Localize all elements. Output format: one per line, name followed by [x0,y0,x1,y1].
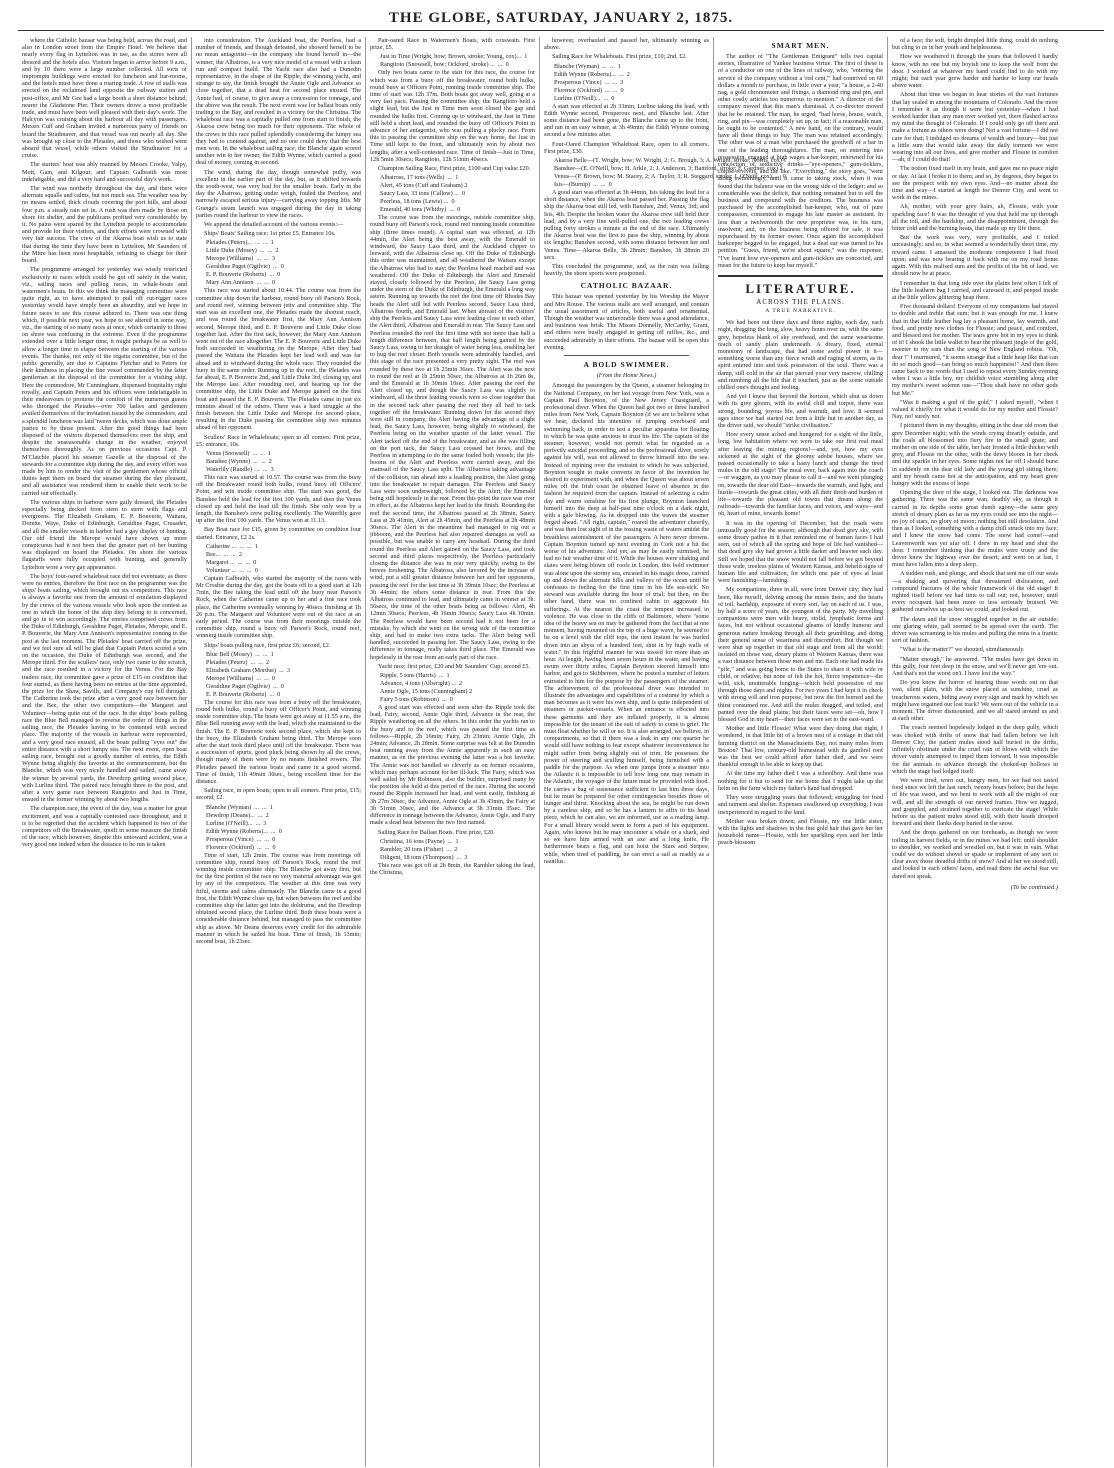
result-line: E. P. Bouverie (Roberts) ... 0 [206,690,281,698]
paragraph: The starters' boat was ably manned by Messrs Crooke, Valpy, Mott, Gain, and Kilgour, and Captain Galbraith was most indefatigable, and did a very hard and successful day's work. [22,161,187,183]
result-line: Rangitoto (Snowsell, bow; Ockford, stroke) ... ... 0 [380,61,509,69]
column-3-body-a [370,37,535,51]
result-line: Fairy 5 tons (Robinson) ... 0 [380,696,453,704]
result-line: Prosperous (Vince) ... ... 0 [206,835,276,843]
paragraph: But the work was very, very profitable, and I toiled unceasingly; and so, in what seemed a wonderfully short time, my reward came. I amassed the moderate competence I had fixed upon; and was now bearing it back with me on my road home again. With this realised sum and the profits of the bit of land, we should now be at peace. [892,234,1058,278]
result-line: Elizabeth Graham (Mordue) ... 3 [206,666,291,674]
paragraph: Yacht race; first prize, £20 and Mr Saunders' Cup; second £5. [378,662,531,670]
result-line: Edith Wynne (Roberts)... ... 2 [554,70,630,78]
result-line: Diligent, 18 tons (Thompson) ... 3 [380,853,468,861]
column-2-body [196,37,361,237]
smart-men-heading: SMART MEN. [771,41,830,50]
result-line: Margaret ... ... ... 0 [206,558,257,566]
result-line: Saucy Lass, 33 tons (Callow) ... 0 [380,190,466,198]
paragraph: The notion fixed itself in my brain, and gave me no peace night or day. At last I broke it to them; and so, by degrees, they began to see the prospect with my own eyes. And—no matter about the time and way—I started at length for Denver City, and went to work in the mines. [892,165,1058,202]
results-scullers-race [196,450,361,473]
result-line: Peerless, 18 tons (Lewis) ... 0 [380,198,455,206]
paragraph: Ah, mother, with your grey hairs, ah, Flossie, with your sparkling face! It was the thought of you that held me up through all the toil, and the hardship, and the disappointment, through the bitter cold and the burning heats, that made up my life there. [892,203,1058,233]
column-5 [714,37,888,1467]
result-line: Venus—(P. Brown, bow; M. Stacey, 2; A. Taylor, 3; R. Steggard, stroke; J. O'Neill, cox) ... 0 [554,173,786,181]
result-line: Just in Time (Wright, bow; Brown, stroke; Young, cox)... 1 [380,53,528,61]
result-line: Bee... ... ... 2 [206,550,242,558]
paragraph: The wind was northerly throughout the day, and there were alternate squalls and calms, but not much sea. The weather was by no means settled, thick clouds covering the port hills, and about four p.m. a steady rain set in. A rush was then made by those on shore for shelter, and the publicans profited very considerably by it. No pains were spared by the Lyttelton people to accommodate and provide for their visitors, and their efforts were crowned with very fair success. The crew of the Akaroa boat wish us to state that during the time they have been in Lyttelton, Mr Saunders of the Mitre has been most hospitable, refusing to charge for their board. [22,185,187,265]
paragraph: The dawn and the snow struggled together in the air outside; one glaring white, pall seemed to be spread over the earth. The driver was screaming to his mules and pulling the reins in a frantic sort of fashion. [892,615,1058,645]
paragraph: At the time my father died I was a schoolboy. And there was nothing for it but to send for me home that I might take up the helm on the farm which my father's hand had dropped. [718,770,883,792]
column-2-body-f [196,852,361,946]
result-line: Little Duke (Mosey) ... ... 2 [206,247,279,255]
paragraph: Do you know the horror of hearing those words out on that vast, silent plain, with the snow placed as sunshine, cruel as treacherous waters, hiding away every sign and mark by which we might have regained our lost track? We were out of the vehicle in a moment. The driver dismounted, and we all stared around us and at each other. [892,679,1058,723]
paragraph: How we weathered it through the years that followed I hardly know, with no one but my boyish one to keep the wolf from the door. I worked at whatever my hand could find to do with my might; but each year grew harder and harder to keep our heads above water. [892,53,1058,90]
paragraph: however, overhauled and passed her, ultimately winning as above. [544,37,709,52]
paragraph: "Matter enough," he answered. "The mules have got down in this gully, four feet deep in the snow, and we'll never get 'em out. And that's not the worst on't. I have lost the way." [892,655,1058,678]
swimmer-source: (From the Home News.) [596,372,657,380]
column-4-body-a [544,37,709,61]
result-line: Blanche (Wyman) ... ... 1 [554,62,621,70]
result-line: Pleiades (Peters)... ... ... 1 [206,239,274,247]
paragraph: This bazaar was opened yesterday by his Worship the Mayor and Mrs Rouse. The various stalls are well arranged, and contain the usual assortment of articles, both useful and ornamental. Though the weather was unfavorable there was a good attendance, and business was brisk. The Misses Donnelly, McCarthy, Grant, and others were busily engaged in getting off raffles, &c., and succeeded admirably in their efforts. The bazaar will be open this evening. [544,293,709,351]
results-champion-sailing [370,174,535,213]
column-3-body-e [370,862,535,876]
result-line: Albatross, 17 tons (Wells) ... 1 [380,174,459,182]
paragraph: This concluded the programme, and, as the rain was falling heavily, the shore sports were postponed. [544,263,709,278]
paragraph: A sudden rush, and plunge, and shock that sent me off our seats—a shaking and quivering that threatened dislocation, and compound fractures of the whole framework of the old stage! It righted itself before we had time to call out; not, however, until every occupant had been more or less seriously bruised. We gathered ourselves up as best we could, and looked out. [892,570,1058,614]
story-title: ACROSS THE PLAINS. [756,298,845,307]
results-open-boat-sailing [196,804,361,851]
result-line: Geraldine Paget (Ogilvie) ... 0 [206,263,284,271]
paragraph: A good start was effected and soon after the Ripple took the lead, Fairy, second, Annie Ogle third, Advance in the rear, the Ripple weathering on all the others. In this order the yachts ran to the buoy and to the reef, which was passed the first time as follows—Ripple, 2h 16min; Fairy, 2h 23min; Annie Ogle, 2h 24min; Advance, 2h 28min. Some surprise was felt at the Dunedin boat running away from the Annie apparently in such an easy manner, as on the previous evening the latter was a hot favorite. The Annie was not handled so cleverly as on former occasions, which may perhaps account for her ill-luck. The Fairy, which was well sailed by Mr Robinson, also the builder, surprised many by the position she held at this period of the race. During the second round the Ripple increased her lead, and went easily, finishing at 3h 27m 30sec, the Advance, Annie Ogle at 3h 43min, the Fairy at 3h 51min 30sec, and the Advance at 3h 31min 35sec. The difference in tonnage between the Advance, Annie Ogle, and Fairy made a dead heat between the two first named. [370,704,535,827]
paragraph: My companions, three in all, were from Denver city; they had been, like myself, delving among the mines there, and the hearts of toil, hardship, exposure of every sort, lay on each of us. I was, by half a score of years, the youngest of the party. My travelling companions were men with heavy, stolid, lymphatic forms and faces, but not without occasional gleams of kindly humour and generous nature breaking through all their grumbling, and doing their general sense of weariness and discomfort. But though we were shut up together in that old stage and from all the world; isolated on those vast, dreary plains of Western Kansas, there was a vast distance between those men and me. Each one had made his "pile," and was going home to the States to share it with wife or child, or relative; but none of felt the hot, fierce impatience—the wild, sick, unutterable longing—which held possession of me through those days and nights. For two years I had kept it in check with strong will and iron purpose, but now the fire burned and the thirst consumed me. And still the mules dragged, and toiled, and panted over the dead plains; but their faces were set—oh, how I blessed God in my heart—their faces were set to the east-ward. [718,586,883,724]
paragraph: Bay Boat race for £15, given by committee on condition four started. Entrance, £2 2s. [196,526,361,541]
results-ships-boats-pulling [196,651,361,698]
paragraph: The coach seemed hopelessly lodged in the deep gully, which was choked with drifts of snow that had fallen before we left Denver City; the patient mules stood half buried in the drifts, infinitely obstinate under the cruel rain of blows with which the driver vainly attempted to impel them forward. It was impossible for the animals to advance through the choked-up hollows in which the stage had lodged itself. [892,724,1058,775]
results-pair-oared [370,53,535,68]
results-ships-boats-sailing [196,239,361,286]
results-champion-whaleboat [544,157,787,189]
paragraph: We were tired, worn out, hungry men, for we had not tasted food since we left the last ranch, twenty hours before; but the hope of life was sweet, and we bent to work with all the might of our will, and all the strength of our nerved frames. How we tugged, and grappled, and strained together to extricate the stage! While before us the patient mules stood still, with their heads drooped forward and their flanks deep buried in the snow. [892,776,1058,828]
story-continuation [892,37,1058,880]
paragraph: The wind, during the day, though somewhat puffy, was excellent in the earlier part of the day, but, as it shifted towards the south-west, was very bad for the smaller boats. Early in the day the Albatross, getting under weigh, fouled the Peerless, and narrowly escaped serious injury—carrying away topping lifts. Mr Grange's steam launch was engaged during the day in taking parties round the harbour to view the races. [196,168,361,219]
results-whaleboat-sailing [544,63,709,102]
paragraph: This race was started at 10.57. The course was from the buoy off the Breakwater round both hulks, round buoy off Officers' Point, and win inside committee ship. The start was good, the Banshee held the lead for the first 100 yards, and then the Venus closed up and held the lead till the finish. She only won by a length, the Banshee's crew pulling excellently. The Waterlily gave up after the first 100 yards. The Venus won at 11.13. [196,473,361,525]
result-line: Banshee—(E. O'Neill, bow; H. Arkle, 2; J. Anderson, 3; Bamford, stroke; F. Gardner, cox) 2 [554,165,783,173]
column-2-body-b [196,287,361,447]
paragraph: Amongst the passengers by the Queen, a steamer belonging to the National Company, on her last voyage from New York, was a Captain Paul Boynton, of the New Jersey Coastguard, a professional diver. When the Queen had got two or three hundred miles from New York, Captain Boynton (if we are to believe what we hear, declared his intention of jumping overboard and swimming back, in order to test a peculiar apparatus for floating to which he was quite anxious to trust his life. The captain of the steamer, however, would not permit what he regarded as a perfectly suicidal proceeding, and so the professional diver, sorely against his will, was not allowed to throw himself into the sea. Instead of repining over the restraint to which he was subjected, Boynton sought to make converts in favor of the invention he desired to experiment with, and when the Queen was about seven miles off the Irish coast he obtained leave of absence in the fashion he required from the captain. Instead of selecting a calm day and warm sunshine for his first plunge, Boynton launched himself into the deep at half-past nine o'clock on a dark night, with a gale blowing. As he dropped into the waves the steamer forged ahead. "All right, captain," roared the adventurer cheerily, and was then lost sight of in the tossing waste of waters amidst the breathless astonishment of the passengers. A hero never drowns. Captain Boynton turned up next evening in Cork not a bit the worse of his adventure. And yet, as may be easily surmised, he had no fair weather time of it. While the houses were shaking and slates were being blown off roofs in London, this bold swimmer was alone upon the stormy sea, encased in his magic dress, carried up and down the alternate hills and valleys of the ocean until he confesses to feeling for the first time in his life sea-sick. No steward was available during the hour of trial; but then, on the other hand, there was no confined cabin to aggravate his sufferings. At the nearest the coast the tempest increased in violence. He was close to the cliffs of Baltimore, where "some idea of the heavy sea on may be gathered from the fact that at one moment, having mounted on the top of a huge wave, he seemed to be on a level with the cliff tops, the next instant he was hurled down into an abyss of a hundred feet, shut in by high walls of water." In this frightful manner he was tossed for more than an hour. At length, having been seven hours in the water, and having swum over thirty miles, Captain Boynton steered himself into harbor, and got to Skibbereen, where he posted a number of letters entrusted to him for the purpose by the passengers of the steamer. The achievement of the professional diver was intended to illustrate the advantages and capabilities of a costume by which a man becomes as it were his own ship, and is quite independent of steamers or packet-vessels. When an entrance is effected into these garments and they are inflated properly, it is almost impossible for the tenant of the suit of safety to come to grief. He must float whether he will or no. It is also arranged, we believe, in compartments, so that if there was a leak in any one quarter he would still have nothing to fear except whatever inconvenience he might suffer from being slightly out of trim. He possesses the power of steering and sculling himself, being furnished with a paddle for the purpose. As when one jumps from a steamer into the Atlantic it is impossible to tell how long one may remain in the Atlantic, the voyager of the future must be provided with food. He carries a bag of sustenance sufficient to last him three days, but he must be prepared for other contingencies besides those of hunger and thirst. Knocking about the sea, he might be run down by a careless ship, and so he has a lantern to affix to his head piece, which he can also, we are informed, use as a reading lamp. For a small library would seem to form a part of his equipment. Again, who knows but he may encounter a whale or a shark, and so we have him armed with an axe and a long knife. He furthermore bears a flag, and can hoist the Stars and Stripes; while, when tired of paddling, he can erect a sail as readily as a nautilus. [544,382,709,865]
column-2-body-d [196,575,361,649]
result-line: Isis—(Burnip) ... ... 0 [554,181,612,189]
result-line: Mary Ann Annison ... ... 0 [206,279,276,287]
paragraph: Ships' Boats' Sailing race; 1st prize £5. Entrance 10s. [204,230,336,238]
column-2-body-e [196,699,361,802]
result-line: Advance, 4 tons (Allwright) ... 2 [380,680,463,688]
paragraph: "Was it making a god of the gold," I asked myself, "when I valued it chiefly for what it would do for my mother and Flossie? Nay, no! surely not. [892,398,1058,421]
paragraph: The course for this race was from a buoy off the breakwater, round both hulks, round a buoy off Officer's Point, and winning inside committee ship. The boats were got away at 11.55 a.m., the Blue Bell running away with the lead, which she maintained to the finish. The E. P. Bouverie took second place, which she kept to the buoy, the Elizabeth Graham being third. The Merope soon after the start took third place until off the breakwater. There was a succession of spurts, good pluck being shown by all the crews, though many of them were by no means finished rowers. The Pleiades passed the various boats and came in a good second. Time of finish, 11h 49min 30sec., being excellent time for the distance. [196,698,361,786]
result-line: Florence (Ockford) ... ... 0 [554,86,624,94]
column-2-body-c [196,474,361,541]
paragraph: Sailing Race for Whaleboats. First prize, £10; 2nd, £2. [552,53,687,61]
paragraph: Scullers' Race in Whaleboats; open to all comers. First prize, £5; entrance, 10s. [196,433,361,448]
paragraph: This race was got off at 2h 8min, the Rambler taking the lead, the Christina, [370,861,535,876]
results-bay-boat-race [196,543,361,574]
column-3-body-c [370,214,535,670]
result-line: Dewdrop (Deans)... ... 2 [206,811,269,819]
swimmer-heading: A BOLD SWIMMER. [583,360,670,370]
column-3-body-b [370,69,535,172]
column-4-body-c [544,189,709,277]
paragraph: We had been out three days and three nights, each day, each night, dragging the long, slow, heavy hours over us, with the same grey, hopeless blank of sky overhead, and the same wearisome reach of sandy plain underneath. A dreary, fixed, eternal monotony of landscape, that had some awful power in it—something worse than any fierce wrath and raging of storm, as its spirit entered into and took possession of the soul. There was a damp, still cold in the air that pierced your very marrow, chilling and numbing all the life that it touched, just as the scene outside chilled one's thought and feeling. [718,319,883,391]
column-6 [888,37,1062,1467]
paragraph: Five thousand dollars! Everyone of my companions had stayed to double and treble that sum; but it was enough for me. I knew that in that little leather bag lay a pleasant home, lay warmth, and food, and pretty new clothes for Flossie; and peace, and comfort, and blessed rest for mother. The tears grew hot in my eyes to think of it! I shook the little wallet to hear the pleasant jingle of the gold, sweeter to my ears than the song of New England robins. "Oh, dear !" I murmured, "it seems strange that a little heap like that can do so much good—can bring so much happiness!" And then there came back to me words that I used to repeat every Sunday evening when I was a little boy, my childish voice stumbling along after my mother's sweet solemn one—"Thou shalt have no other gods but Me." [892,303,1058,397]
bazaar-heading: CATHOLIC BAZAAR. [580,281,673,291]
paragraph: It was in the opening of December, but the roads were unusually good for the season; although that dead grey sky, with some dreary pathos in it that reminded me of human faces I had seen, out of which all the spring and hope of life had vanished—that dead grey sky had grown a little darker and heavier each day. Still we hoped that the snow would not fall before we got beyond those wide, treeless plains of Western Kansas, and beheld signs of human life and cultivation, for which one pair of eyes at least were famishing—famishing. [718,519,883,585]
paragraph: This race was started about 10.44. The course was from the committee ship down the harbour, round buoy off Parson's Rock, and round reef, winning between jetty and committee ship. The start was an excellent one, the Pleiades made the shortest reach, and was round the breakwater first, the Mary Ann Annison second, Merope third, and E. P. Bouverie and Little Duke close together last. After the first tack, however, the Mary Ann Annison went out of the race altogether. The E. P. Bouverie and Little Duke both succeeded in weathering on the Merope. After they had passed the Waitara the Pleiades kept her lead well and was far ahead and to windward during the whole race. They rounded the buoy in the same order. Running up to the reef, the Pleiades was far ahead, E. P. Bouverie 2nd, and Little Duke 3rd, closing up, and the Merope last. After rounding reef, and bearing up for the committee ship, the Little Duke and Merope gained on the first boat and passed the E. P. Bouverie. The Pleiades came in just six minutes ahead of the others. There was a hard struggle at the finish between the Little Duke and Merope for second place, resulting in the Duke passing the committee ship two minutes ahead of her opponent. [196,287,362,432]
column-1 [18,37,192,1467]
columns [18,37,1104,1467]
paragraph: Champion Sailing Race, First prize, £100 and Cup value £20. [378,165,531,173]
result-line: Blanche (Wyman) ... ... 1 [206,803,273,811]
smart-men-body [718,53,883,269]
paragraph: Ships' boats pulling race, first prize £6; second, £2. [204,641,331,649]
paragraph: of a face; the soft, bright dimpled little thing, could do nothing but cling to us in her youth and helplessness. [892,37,1058,52]
result-line: Waterlily (Randle) ... ... 3 [206,465,274,473]
paragraph: The programme arranged for yesterday was wisely restricted exclusively to races which could be got off safely in the water, viz., sailing races and pulling races, in whale-boats and watermen's boats. In this we think the managing committee were quite right, as to have attempted to pull off cut-rigger races yesterday would have simply been an absurdity, and we hope in future races to see this course adhered to. There was one thing which, if possible next year, we hope to see altered in some way, viz., the starting of so many races at once, which certainly to those on shore was confusing in the extreme. Even if the programme extended over a little longer time, it might perhaps be as well to allow a longer time to elapse between the starting of the various events. The thanks, not only of the regatta committee, but of the public generally, are due to Captains Fletcher and to Peters for their kindness in placing the fine vessel commanded by the latter gentleman at the disposal of the committee for a visiting ship. Here the commodore, Mr Cunningham, dispensed hospitality right royally, and Captain Peters and his officers were indefatigable in their endeavours to promote the comfort of the numerous guests who thronged the Pleiades—over 700 ladies and gentlemen availed themselves of the invitation issued by the commodore, and a splendid luncheon was laid 'tween decks, which was done ample justice to by those present. After the good things had been disposed of the visitors dispersed themselves over the ship, and despite the unseasonable change in the weather, enjoyed themselves thoroughly. As on previous occasions Capt. P. M'Clatchie placed his steamer Gazelle at the disposal of the stewards for a committee ship during the day, and every effort was made by him to render the visit of the gentlemen whose official duties kept them on board the steamer during the day pleasant, and all assistance was rendered them to enable their work to be carried out effectually. [22,266,187,497]
swimmer-body [544,382,709,865]
result-line: Geraldine Paget (Ogilvie) ... 0 [206,682,284,690]
paragraph: Pair-oared Race in Watermen's Boats, with coxswain. First prize, £5. [370,37,535,52]
paragraph: And the drops gathered on our foreheads, as though we were toiling in harvest fields, or in the mines we had left; until shoulder to shoulder, we worked and wrestled on, but it was in vain. What could we do without shovel or spade or implement of any sort to clear away those dreadful drifts of snow? And at her we stood still, and looked in each others' faces, and read there the awful fear we dared not speak. [892,829,1058,880]
paragraph: The various ships in harbour were gaily dressed, the Pleiades especially being decked from stem to stern with flags and evergreens. The Elizabeth Graham, E. P. Bouverie, Waitara, Dorette, Waye, Duke of Edinburgh, Geraldine Paget, Crusader, and all the smaller vessels in harbor had a gay display of bunting. Our old friend the Merope would have shown up more conspicuous had it not been that the greater part of her bunting was displayed on board the Pleiades. On shore the various flagstaffs were fully occupied with bunting, and generally Lyttelton wore a very gay appearance. [22,498,187,571]
paragraph: "What is the matter?" we shouted, simultaneously. [900,646,1025,654]
paragraph: They were struggling years that followed; struggling for food and raiment and shelter. Expenses swallowed up everything; I was inexperienced in regard to the land. [718,794,883,816]
result-line: Blue Bell (Mosey) ... ... 1 [206,650,274,658]
paragraph: A start was effected at 2h 33min, Lurline taking the lead, with Edith Wynne second, Prosperous next, and Blanche last. After some distance had been gone, the Blanche came up to the front, and ran in an easy winner, at 3h 49min; the Edith Wynne coming second a few minutes after. [544,102,709,139]
result-line: Christina, 16 tons (Payne) ... 1 [380,837,459,845]
result-line: E. P. Bouverie (Roberts) ... 0 [206,271,281,279]
result-line: Merope (Williams) ... ... 3 [206,255,276,263]
story-body [718,319,883,846]
paragraph: Mother was broken down; and Flossie, my one little sister, with the lights and shadows in the fine gold hair that gave her her household name—Flossie, with her sparkling eyes and her little peach-blossom [718,817,883,847]
paragraph: Mother and little Flossie! What were they doing that night, I wondered, in that little bit of a brown nest of a cottage in that old farming district on the Massachusetts Bay, not many miles from Boston? That low, century-old homestead with its gambrel roof was the best we could afford after father died, and we were thankful enough to be able to keep up that. [718,725,883,769]
masthead: THE GLOBE, SATURDAY, JANUARY 2, 1875. [18,6,1104,31]
result-line: Alert, 45 tons (Cuff and Graham) 2 [380,182,468,190]
result-line: Pleiades (Peters) ... ... 2 [206,658,270,666]
results-ballast-boats [370,838,535,861]
result-line: Catherine ... ... ... 1 [206,542,258,550]
paragraph: How every sense ached and hungered for a sight of the little, long, low habitation where we were to take our first real meal after leaving the mining regions!—and, yet, how my eyes sickened at the sight of the gloomy adobe houses, where we passed occasionally to take a hasty lunch and change the tired mules in the old stage! The meal over, back again into the coach—or waggon, as you may please to call it—and we went plunging on, towards the dear old East—towards the warmth, and light, and hustle—towards the great cities, with all their throb and burden of life—towards the pleasant old towns that dream along the railroads—towards the familiar faces, and voices, and ways—and oh, heart of mine, towards home! [718,431,883,518]
story-subtitle: A TRUE NARRATIVE. [765,308,836,315]
paragraph: And yet I knew that beyond the horizon, which shut us down with its grey gloom, with its awful chill and torpor, there was strong, bounding, joyous life, and warmth, and love. It seemed ages since we had started out from a little hut in another day, as the driver said, we should "strike civilisation." [718,393,883,429]
paragraph: Four-Oared Champion Whaleboat Race, open to all comers. First prize, £30. [544,140,709,155]
paragraph: Time of start, 12h 2min. The course was from moorings off committee ship, round buoy off Parson's Rock, round the reef winning inside committee ship. The Blanche got away first, but for the first portion of the race no very material advantage was got by any of the competitors. The weather at this time was very fitful, storms and calms alternately. The Blanche came in a good first, the Edith Wynne close up, but when between the reef and the committee ship the latter got into the doldrums, and the Dewdrop obtained second place, the Lurline third. Both these boats were a considerable distance behind, but managed to pass the committee ship as above. Mr Deans deserves every credit for the admirable manner in which he sailed his boat. Time of finish, 1h 13min; second boat, 1h 23sec. [196,851,361,946]
paragraph: I remember in that long ride over the plains how often I felt of the little leathern bag I carried, and caressed it, and peeped inside at the little yellow glittering heap there. [892,279,1058,301]
column-2 [192,37,366,1467]
column-4 [540,37,787,1467]
column-3-body-d [370,704,535,836]
paragraph: We append the detailed account of the various events:— [204,221,344,229]
result-line: Edith Wynne (Roberts)... ... 0 [206,827,282,835]
result-line: Volunteer ... ... ... 0 [206,566,258,574]
result-line: Ripple, 5 tons (Harris) ... 1 [380,672,450,680]
to-be-continued: (To be continued.) [1010,883,1058,891]
paragraph: Sailing race, in open boats; open to all comers. First prize, £15; second, £2. [196,787,361,802]
paragraph: where the Catholic bazaar was being held, across the road, and also in London street from the Empire Hotel. We believe that nearly every flag in Lyttelton was in use, as the stores were all dressed and the hotels also. Visitors began to arrive before 9 a.m., and by 10 there were a large number collected. All sorts of impromptu buildings were erected for luncheon and bar-rooms, and the hotels must have done a roaring trade. A row of stalls was erected on the reclaimed land opposite the railway station and post-office, and Mr Gee had a large booth a short distance behind, nearer the Gladstone Pier. Their owners drove a most profitable trade, and must have been well pleased with their day's work. The Halcyon was cruising about the harbour all day with passengers. Messrs Cuff and Graham invited a numerous party of friends on board the Strathnaver, and that vessel was out nearly all day. She was brought up close to the Pleiades, and those who wished went aboard that vessel, while others visited the Strathnaver for a cruise. [22,37,187,160]
paragraph: The course was from the moorings, outside committee ship, round buoy off Parson's rock, round reef running inside committee ship (three times round). A capital start was effected, at 12h 44min, the Alert being the best away, with the Emerald to windward, the Saucy Lass third, and the Auckland clipper to leeward, with the Albatross close up. Off the Duke of Edinburgh this order was maintained, and all weathered the Waitara except the Albatross who had to stay; the Peerless head reached and was weathered. Off the Duke of Edinburgh the Alert and Emerald stayed, closely followed by the Peerless, the Saucy Lass going under the stern of the Duke of Edinburgh, the Emerald a long way astern. Running up towards the reef the first time off Rhodes Bay heads the Alert still led with Peerless second, Saucy Lass third, Albatross fourth, and Emerald last. When abreast of the visitors' ship the Peerless and Saucy Lass were leading close to each other, the Alert third, Albatross and Emerald in rear. The Saucy Lass and Peerless rounded the reef the first time with not more than half a length difference between, that half length being gained by the Saucy Lass, owing to her draught of water being less, enabling her to hug the reef closer. Both vessels were admirably handled, and this stage of the race presented a very pretty sight. The reef was rounded by these two at 1h 23min 36sec. The Alert was the next to round the reef at 1h 25min 50sec, the Albatross at 1h 26m 8s, and the Emerald at 1h 30min 10sec. After passing the reef the Alert closed up, and though the Saucy Lass was slightly to windward, all the three leading vessels were so close together that in the second tack after passing the reef they all had to tack together off the breakwater. Running down for the second they were still in company, the Alert having the advantage of a slight lead, the Saucy Lass, however, being slightly to windward, the Peerless being on the weather quarter of the latter vessel. The Alert tacked off the end of the breakwater, and as she was filling on the port tack, the Saucy Lass crossed her bows, and the Peerless in attempting to do the same fouled both vessels; the jib-booms of the Alert and Peerless were carried away, and the mainsail of the Saucy Lass split. The Albatross taking advantage of the collision, ran ahead into a leading position, the Alert going into the breakwater to repair damages. The Peerless and Saucy Lass were soon underweigh, followed by the Alert, the Emerald being still hopelessly in the rear. From this point the race was over in effect, as the Albatross kept her lead to the finish. Rounding the reef the second time, the Albatross passed at 2h 38min, Saucy Lass at 2h 41min, Alert at 2h 45min, and the Peerless at 2h 48min 30secs. The Alert in the meantime had managed to rig out a jibboom, and the Peerless had also repaired damages as well as possible, but was unable to carry any headsail. During the third round the Peerless and Alert gained on the Saucy Lass, and took second and third places respectively, the Peerless particularly closing the distance she was in rear very quickly, owing to the breeze freshening. The Albatross, also favored by the increase of wind, put a still greater distance between her and her opponents, passing the reef for the last time at 3h 39min 10sec; the Peerless at 3h 44min; the others some distance in rear. From this the Albatross continued to lead, and ultimately came in winner at 3h. 56secs, the time of the other boats being as follows: Alert, 4h 12min 30secs; Peerless, 4h 16min 30secs; Saucy Lass 4h 10min. The Peerless would have been second had it not been for a mistake, by which she went on the wrong side of the committee ship, and had to make two extra tacks. The Alert being well handled, succeeded in passing her. The Saucy Lass, owing to the difference in tonnage, really takes third place. The Emerald was hopelessly in the rear from an early part of the race. [370,214,535,661]
result-line: Banshee (Wynne) ... ... 2 [206,457,272,465]
paragraph: Only two boats came to the start for this race, the course for which was from a buoy off the breakwater, round both hulks, round buoy at Officers Point, running inside committee ship. The time of start was 12h 37m. Both boats got away well, going at a very fast pace. Passing the committee ship, the Rangitoto held a slight lead, but the Just in Time men soon closed the gap and rounded the hulks first. Coming up to windward, the Just in Time still held a short lead, and rounded the buoy off Officer's Point in advance of her antagonist, who was pulling a plucky race. From this to passing the committee ship on the way home, the Just in Time still kept to the front, and ultimately won by about two lengths, after a well-contested race. Time of finish—Just in Time, 12h 5min 30secs; Rangitoto, 12h 51min 40secs. [370,69,535,163]
column-4-body-b [544,103,709,155]
result-line: Akaroa Belle—(T. Wright, bow; W. Wright, 2; G. Brough, 3; A. Wright, stroke; Norris, cox) 1 [554,157,787,165]
paragraph: I pictured them in my thoughts, sitting in the dear old room that grey December night; with the winds crying drearily outside, and the coals all blossomed into fiery fire in the small grate; and mother on one side of the table, her hair frosted a little thicker with grey, and Flossie on the other, with the dewy bloom in her cheek and the sparkle in her eyes. Some nights not far off I should burst in suddenly on the dear old lady and the young girl sitting there; and my breath came hot at the anticipation, and my heart grew hungry with the excess of hope. [892,422,1058,487]
column-1-body [22,37,187,849]
paragraph: Sailing Race for Ballast Boats. First prize, £20. [378,828,495,836]
paragraph: A good start was effected at 3h 44min, Isis taking the lead for a short distance, when the Akaroa boat passed her. Passing the flag ship the Akaroa boat still led, with Banshee, 2nd; Venus, 3rd; and Isis, 4th. Despite the broken water the Akaroa crew still held their lead, and by a very fine well-pulled one, the two leading crews pulling forty strokes a minute at the end of the race. Ultimately the Akaroa boat was the first to pass the ship, winning by about six lengths; Banshee second, with some distance between her and Venus. Time—Akaroa Belle, 3h 28min; Banshee, 3h 28min 20 secs. [544,189,709,261]
result-line: Merope (Williams) ... ... 0 [206,674,276,682]
paragraph: Captain Galbraith, who started the majority of the races with Mr Crosbie during the day, got the boats off to a good start at 12h 7min, the Bee taking the lead until off the buoy near Parson's Rock, when the Catherine came up to her and a fine race took place, the Catherine eventually winning by 40secs finishing at 1h 26 p.m. The Margaret and Volunteer were out of the race at an early period. The course was from their moorings outside the committee ship, round a buoy off Parson's Rock, round reef, winning inside committee ship. [196,574,361,640]
results-yacht-race [370,672,535,703]
section-divider [564,355,689,356]
paragraph: The boys' four-oared whaleboat race did not eventuate, as there were no entries, therefore the first race on the programme was the ships' boats sailing, which brought out six competitors. This race is always a favorite one from the amount of emulation displayed by the crews of the various vessels who look upon the contest as one in which the honor of the ship they belong to is concerned, and go in to win accordingly. The entries comprised crews from the Duke of Edinburgh, Geraldine Paget, Pleiades, Merope, and E. P. Bouverie, the Mary Ann Annison's representative coming to the post at the last moment. The Pleiades' boat carried off the prize, and we feel sure all will be glad that Captain Peters scored a win on the occasion, the Duke of Edinburgh was second, and the Merope third. For the scullers' race, only two came to the scratch, and the race resulted in a victory for the Venus. For the Bay traders race, the committee gave a prize of £15 on condition that four started, as there having been no entries at the time appointed, the prize for the Shaw, Savills, and Company's cup fell through. The Catherine took the prize after a very good race between her and the Bee, the other two competitors—the Margaret and Volunteer—being quite out of the race. In the ships' boats pulling race the Blue Bell managed to reverse the order of things in the sailing race, the Pleiades having to be contented with second place. The majority of the vessels in harbour were represented, and a very good race ensued, all the boats pulling "eyes out" the entire distance with a short lumpy sea. The next event, open boat sailing race, brought out a goodly number of entries, the Edith Wynne being slightly the favorite at the commencement, but the Blanche, which was very nicely handled and sailed, came away the winner by several yards, the Dewdrop getting second place, with Lurline third. The paired race brought three to the post, and after a very game race between Rangitoto and Just in Time, ensued in the former winning by about two lengths. [22,572,187,804]
literature-heading: LITERATURE. [718,275,883,296]
column-3 [366,37,540,1467]
result-line: Lurline (O'Neill)... ... 3 [206,819,267,827]
result-line: Florence (Ockford) ... ... 0 [206,843,276,851]
paragraph: Opening the door of the stage, I looked out. The darkness was gathering. There was the same wan, deathly sky, as though it carried in its depths some great dumb agony—the same grey stretch of dreary plain as far as my eyes could see into the night—no joy of stars, no glory of moon; nothing but still desolation. And then as I looked, something with a damp chill struck into my face; and I knew the snow had come. The snow had come!—and Leavenworth was yet afar off. I drew in my head and shut the door. I remember thinking that the mules were trusty and the driver knew the highway over the desert; and went on at last, I must have fallen into a deep sleep. [892,489,1058,569]
paragraph: The author of "The Gentleman Emigrant" tells two capital stories, illustrative of Yankee business virtue. The first of these is of a conductor on one of the lines of railway, who, "entering the service of the company without a 'red cent,'" had contrived on 60 dollars a month to purchase, in little over a year, "a house, a 2-40 nag, a gold chronometer and fixings, a diamond ring and pin, and other costly articles too numerous to mention." A director of the company moved that this man's dismissal. A co-director moved that he be retained. The man, he urged, "had horse, house, watch, ring, and pin—was completely set up, in fact; if a reasonable man, he ought to be contented." A new hand, on the contrary, would have all these things to buy. The man was retained accordingly. The other was of a man who purchased the goodwill of a bar in one of the leading thoroughfares. The man, on entering into possession, engaged at high wages a bar-keeper, renowned for his concoction of seductive drinks—"eye-openers," gum-ticklers, corpse-revivers, and the like. "Everything," the story goes, "went along swimmingly, until it came to taking stock, when it was found that the balance was on the wrong side of the ledger; and so considerable was the deficit, that nothing remained but to sell the business and compound with the creditors. The business was purchased by the accomplished bar-keeper, who, out of pure compassion, consented to engage his late master as assistant. In less than a twelvemonth the new proprietor was, in his turn, insolvent; and, on the business being offered for sale, it was repurchased by its former owner. Once again the accomplished barkeeper begged to be engaged, but a deaf ear was turned to his petition. "Guess, friend, we're about square," was the response; "I've learnt how eye-openers and gum-ticklers are concocted, and mean for the future to keep bar myself." [718,53,883,269]
paragraph: The champion race, the event of the day, was a matter for great excitement, and was a capitally contested race throughout, and it is to be regretted that the accident which happened to two of the competitors off the Breakwater, spoilt in some measure the finish of the race, which however, despite this untoward accident, was a very good one indeed when the distance to be run is taken [22,805,187,849]
result-line: Emerald, 40 tons (Whitby) ... 0 [380,206,461,214]
result-line: Lurline (O'Neill)... ... 0 [554,94,615,102]
result-line: Prosperous (Vince) ... ... 3 [554,78,624,86]
result-line: Annie Ogle, 15 tons (Cunningham) 2 [380,688,473,696]
result-line: Rambler, 20 tons (Fisher) ... 2 [380,845,458,853]
paragraph: About that time we began to hear stories of the vast fortunes that lay sealed in among the mountains of Colorado. And the more I remember it as though it were but yesterday—when I had worked harder than any man ever worked yet, there flashed across my mind the thought of Colorado. If I could only go off there and make a fortune as others were doing! Not a vast fortune—I did not care for that; I indulged no dreams of wealth and luxury—but just a little sum that would take away the daily torment we were wearing into all our lives, and give mother and Flossie in comfort—ah, if I could do that! [892,91,1058,164]
bazaar-body [544,293,709,351]
paragraph: into consideration. The Auckland boat, the Peerless, had a number of friends, and though defeated, she showed herself to be no mean antagonist—in the company she found herself in—the winner, the Albatross, is a very nice model of a vessel with a clean run and compact build. The Yacht race also had a Dunedin representative, in the shape of the Ripple, the winning yacht, and strange to say, the finish brought the Annie Ogle and Advance so close together, that a dead heat for second place ensued. The Annie had, of course, to give away a concession for tonnage, and the above was the result. The next event was for ballast boats only trading to the Bay, and resulted in a victory for the Christina. The whaleboat race was a capitally pulled one from start to finish, the Akaroa crew being too much for their opponents. The whole of the crews in this race pulled splendidly considering the lumpy sea they had to contend against, and no one could deny that the best men won. In the whaleboat sailing race, the Blanche again scored another win to her owner, the Edith Wynne, which carried a good deal of money, coming in second. [196,37,361,167]
result-line: Venus (Snowsell) ... ... 1 [206,449,272,457]
